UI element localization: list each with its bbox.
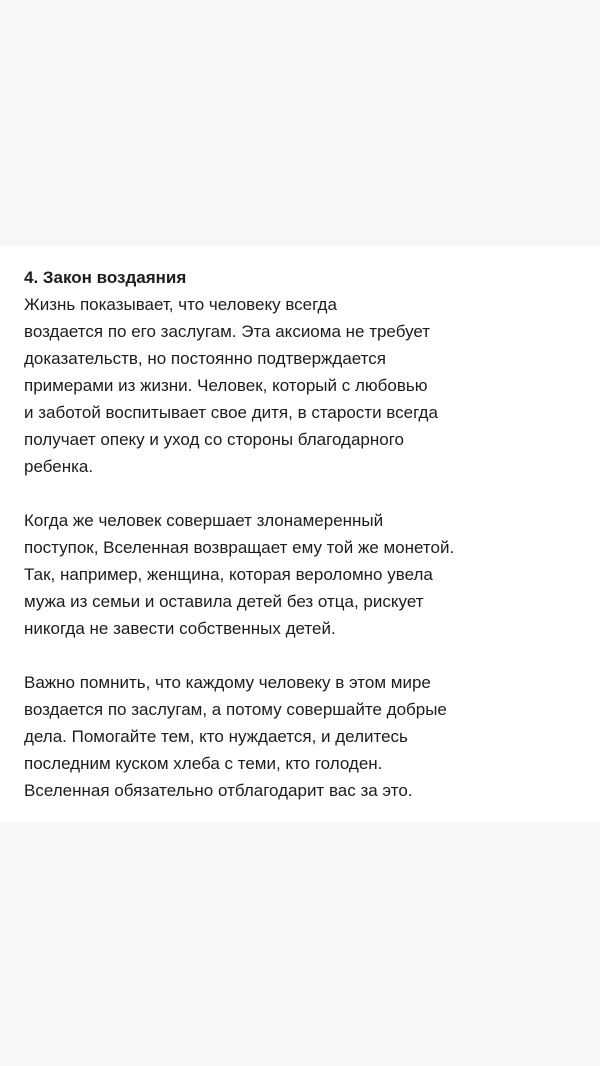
text-line: воздается по его заслугам. Эта аксиома не требует: [24, 322, 431, 341]
text-line: доказательств, но постоянно подтверждается: [24, 349, 386, 368]
paragraph-1: [24, 291, 592, 480]
text-line: мужа из семьи и оставила детей без отца, рискует: [24, 592, 424, 611]
text-line: получает опеку и уход со стороны благодарного: [24, 430, 405, 449]
section-title: 4. Закон воздаяния: [24, 268, 187, 287]
text-line: Жизнь показывает, что человеку всегда: [24, 295, 337, 314]
article: [24, 264, 592, 804]
text-line: последним куском хлеба с теми, кто голоден.: [24, 754, 383, 773]
text-line: Так, например, женщина, которая вероломно увела: [24, 565, 433, 584]
text-line: поступок, Вселенная возвращает ему той же монетой.: [24, 538, 455, 557]
paragraph-3: [24, 669, 592, 804]
text-line: Вселенная обязательно отблагодарит вас за это.: [24, 781, 413, 800]
text-line: никогда не завести собственных детей.: [24, 619, 336, 638]
text-line: примерами из жизни. Человек, который с любовью: [24, 376, 428, 395]
paragraph-2: [24, 507, 592, 642]
text-line: дела. Помогайте тем, кто нуждается, и делитесь: [24, 727, 408, 746]
text-line: Важно помнить, что каждому человеку в этом мире: [24, 673, 431, 692]
text-line: воздается по заслугам, а потому совершайте добрые: [24, 700, 447, 719]
text-line: ребенка.: [24, 457, 94, 476]
text-line: Когда же человек совершает злонамеренный: [24, 511, 384, 530]
text-line: и заботой воспитывает свое дитя, в старости всегда: [24, 403, 438, 422]
